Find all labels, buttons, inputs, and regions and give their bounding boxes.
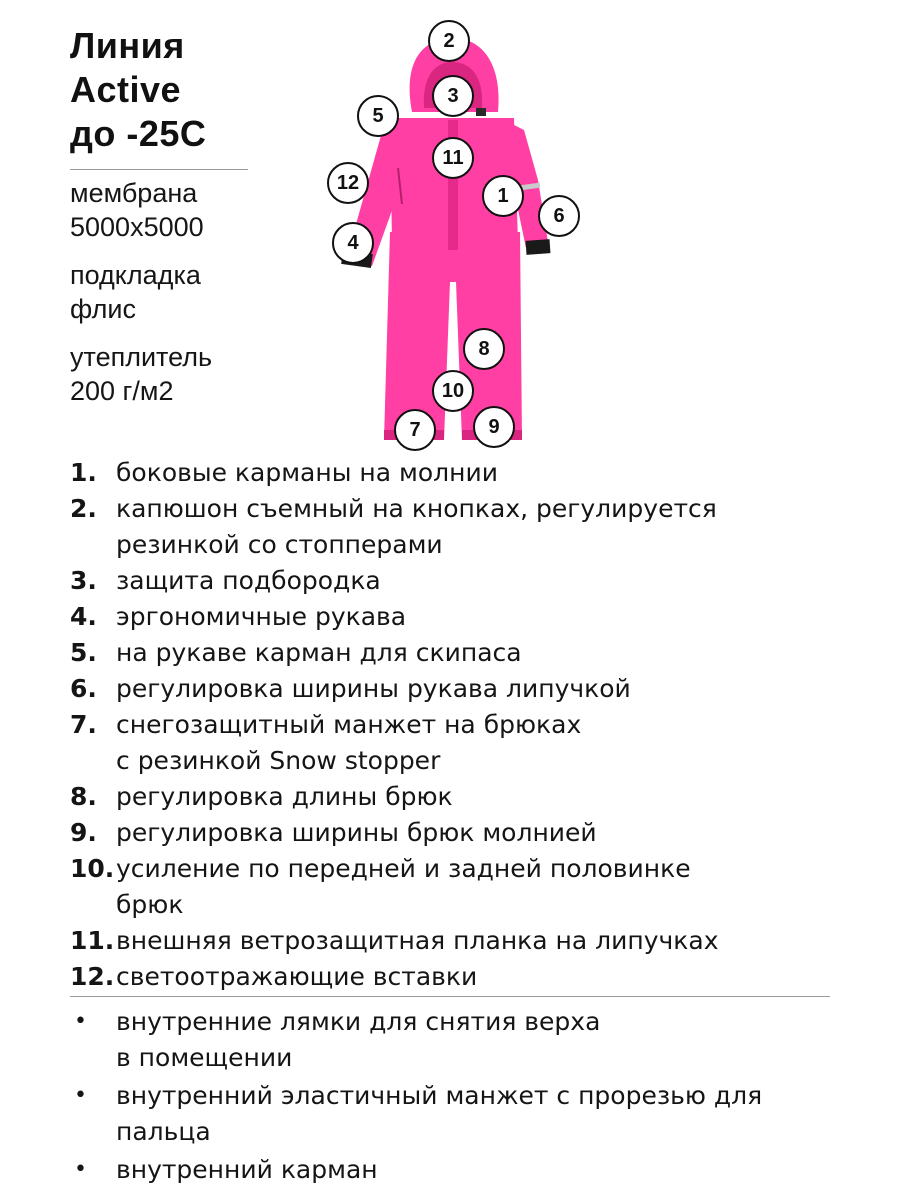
list-item: [70, 707, 850, 779]
item-number: 9.: [70, 818, 97, 847]
item-line: боковые карманы на молнии: [116, 458, 498, 487]
marker-2: 2: [428, 20, 470, 62]
item-line: капюшон съемный на кнопках, регулируется: [116, 494, 717, 523]
item-line: регулировка ширины рукава липучкой: [116, 674, 631, 703]
title-divider: [70, 169, 248, 170]
marker-7: 7: [394, 409, 436, 451]
item-number: 8.: [70, 782, 97, 811]
logo-patch: [476, 108, 486, 116]
item-text: [116, 455, 498, 491]
item-line: внутренние лямки для снятия верха: [116, 1007, 601, 1036]
item-number: 3.: [70, 566, 97, 595]
item-line: регулировка длины брюк: [116, 782, 453, 811]
item-line: с резинкой Snow stopper: [116, 746, 441, 775]
list-item: [70, 563, 850, 599]
right-cuff: [526, 239, 551, 255]
item-text: [116, 923, 719, 959]
item-line: в помещении: [116, 1043, 293, 1072]
list-item: [70, 851, 850, 923]
item-line: светоотражающие вставки: [116, 962, 478, 991]
extra-features-list: [70, 1004, 860, 1190]
item-line: регулировка ширины брюк молнией: [116, 818, 597, 847]
item-text: [116, 635, 522, 671]
item-line: на рукаве карман для скипаса: [116, 638, 522, 667]
list-item: [70, 671, 850, 707]
marker-5: 5: [357, 95, 399, 137]
item-number: 2.: [70, 494, 97, 523]
marker-3: 3: [432, 75, 474, 117]
spec-insulation: [70, 340, 330, 408]
item-text: [116, 815, 597, 851]
title-line: Линия: [70, 25, 185, 66]
list-item: [70, 1078, 860, 1150]
bullet-icon: •: [74, 1009, 87, 1034]
feature-list: [70, 455, 850, 995]
marker-9: 9: [473, 406, 515, 448]
marker-8: 8: [463, 328, 505, 370]
list-item: [70, 1152, 860, 1188]
item-text: [116, 1152, 378, 1188]
list-item: [70, 779, 850, 815]
spec-list: [70, 176, 330, 422]
list-item: [70, 1004, 860, 1076]
item-number: 10.: [70, 854, 115, 883]
item-line: защита подбородка: [116, 566, 381, 595]
item-text: [116, 671, 631, 707]
item-line: внутренний эластичный манжет с прорезью для: [116, 1081, 763, 1110]
item-text: [116, 1078, 762, 1150]
item-number: 11.: [70, 926, 115, 955]
item-text: [116, 599, 406, 635]
marker-11: 11: [432, 137, 474, 179]
item-number: 1.: [70, 458, 97, 487]
list-item: [70, 599, 850, 635]
item-line: снегозащитный манжет на брюках: [116, 710, 582, 739]
marker-10: 10: [432, 370, 474, 412]
item-line: брюк: [116, 890, 184, 919]
item-text: [116, 959, 477, 995]
spec-line: 200 г/м2: [70, 376, 174, 406]
spec-line: 5000х5000: [70, 212, 204, 242]
item-text: [116, 779, 453, 815]
spec-line: флис: [70, 294, 136, 324]
list-item: [70, 635, 850, 671]
marker-4: 4: [332, 222, 374, 264]
title-line: Active: [70, 69, 182, 110]
item-number: 4.: [70, 602, 97, 631]
collection-title: [70, 24, 206, 156]
title-line: до -25С: [70, 113, 207, 154]
spec-membrane: [70, 176, 330, 244]
marker-12: 12: [327, 162, 369, 204]
bullet-icon: •: [74, 1083, 87, 1108]
item-number: 12.: [70, 962, 115, 991]
item-line: резинкой со стопперами: [116, 530, 443, 559]
bullet-icon: •: [74, 1157, 87, 1182]
spec-line: утеплитель: [70, 342, 213, 372]
marker-1: 1: [482, 175, 524, 217]
item-number: 7.: [70, 710, 97, 739]
item-line: эргономичные рукава: [116, 602, 407, 631]
spec-line: подкладка: [70, 260, 201, 290]
item-text: [116, 563, 381, 599]
item-text: [116, 1004, 600, 1076]
list-item: [70, 815, 850, 851]
item-number: 5.: [70, 638, 97, 667]
item-line: пальца: [116, 1117, 211, 1146]
extras-divider: [70, 996, 830, 997]
list-item: [70, 959, 850, 995]
item-text: [116, 851, 691, 923]
list-item: [70, 923, 850, 959]
item-text: [116, 491, 717, 563]
list-item: [70, 491, 850, 563]
product-illustration: [320, 20, 590, 460]
item-line: внешняя ветрозащитная планка на липучках: [116, 926, 719, 955]
item-number: 6.: [70, 674, 97, 703]
item-line: внутренний карман: [116, 1155, 378, 1184]
spec-lining: [70, 258, 330, 326]
item-text: [116, 707, 581, 779]
spec-line: мембрана: [70, 178, 198, 208]
list-item: [70, 455, 850, 491]
marker-6: 6: [538, 195, 580, 237]
item-line: усиление по передней и задней половинке: [116, 854, 691, 883]
